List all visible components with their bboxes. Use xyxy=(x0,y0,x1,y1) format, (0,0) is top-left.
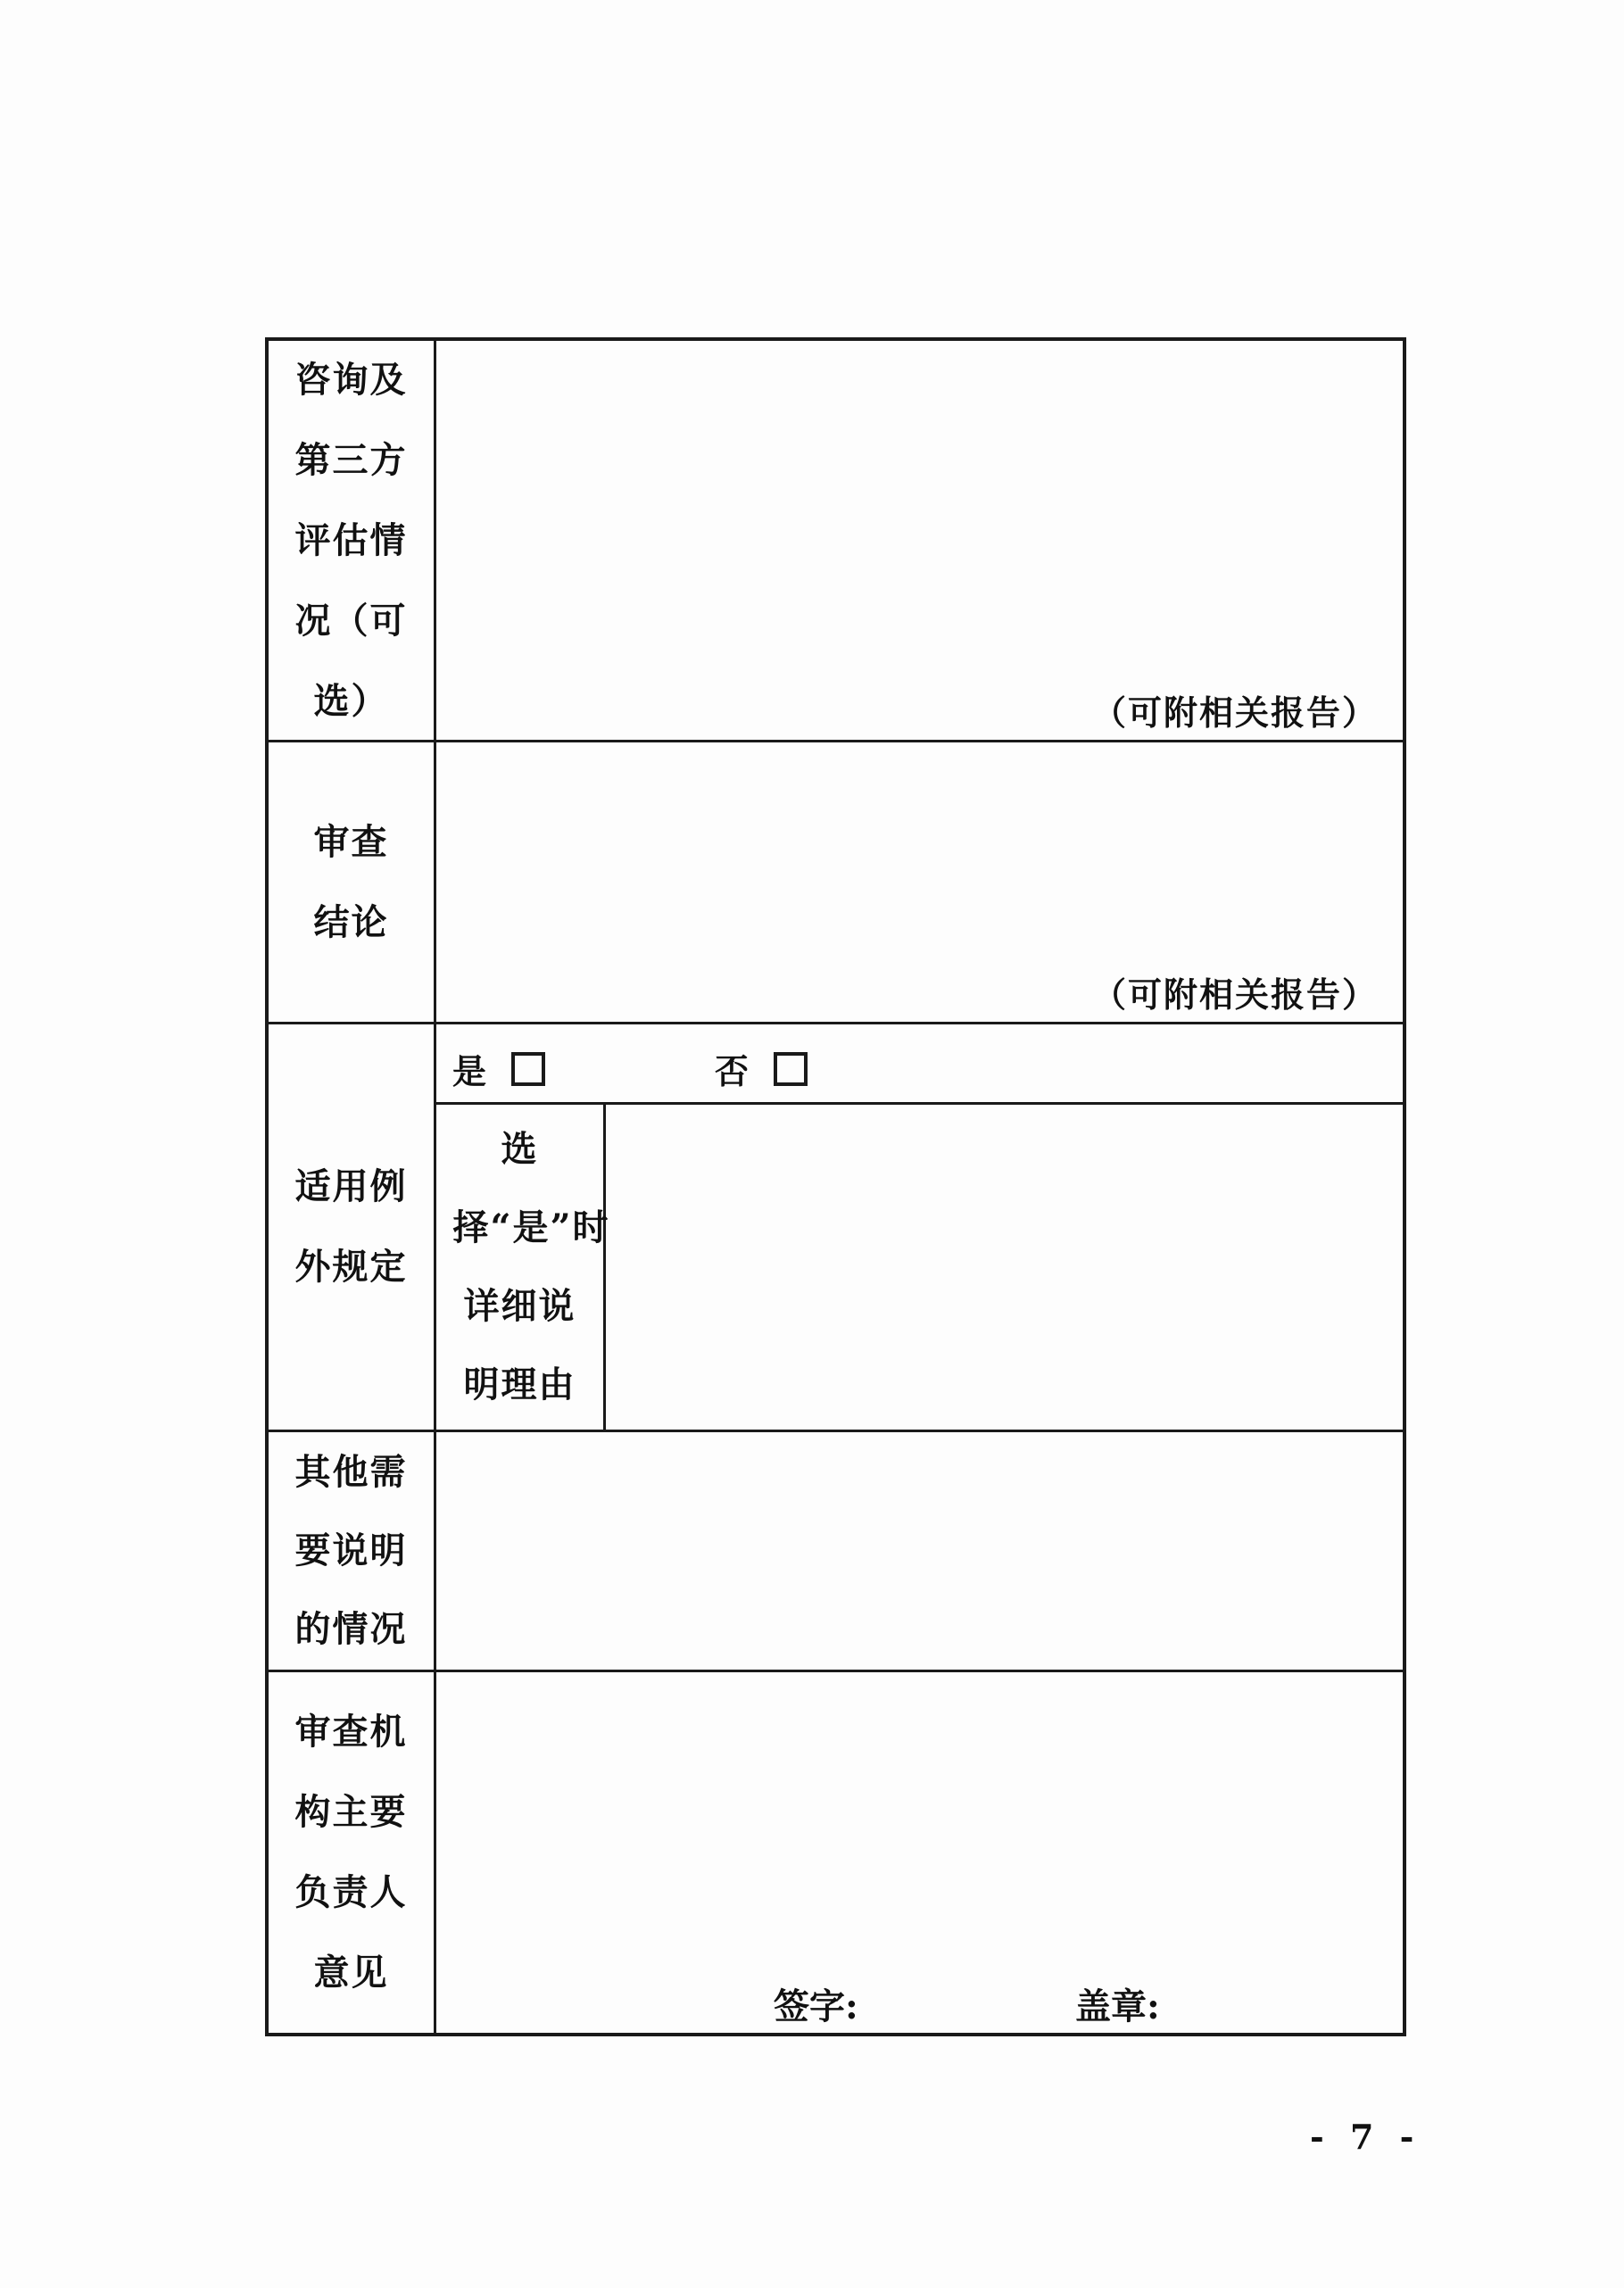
yes-no-line xyxy=(436,1024,1403,1105)
row-label-cell xyxy=(269,1024,436,1430)
conclusion-label: 审查结论 xyxy=(313,820,389,943)
no-option[interactable] xyxy=(715,1044,808,1093)
no-label: 否 xyxy=(715,1051,750,1091)
row-opinion xyxy=(269,1672,1403,2033)
row-exception xyxy=(269,1024,1403,1432)
signature-label: 签字: xyxy=(774,1985,858,2027)
row-label-cell xyxy=(269,1432,436,1670)
yes-checkbox[interactable] xyxy=(511,1052,545,1086)
detail-label: 选择“是”时详细说明理由 xyxy=(452,1128,610,1405)
conclusion-content-field[interactable] xyxy=(436,742,1403,1022)
exception-label: 适用例外规定 xyxy=(294,1165,408,1288)
review-form-table xyxy=(265,337,1406,2036)
detail-reason-field[interactable] xyxy=(606,1105,1403,1430)
row-conclusion xyxy=(269,742,1403,1024)
opinion-content-field[interactable] xyxy=(436,1672,1403,2033)
row-label-cell xyxy=(269,742,436,1022)
consultation-label: 咨询及第三方评估情况（可选） xyxy=(294,358,408,722)
detail-label-cell xyxy=(436,1105,610,1430)
other-content-field[interactable] xyxy=(436,1432,1403,1670)
opinion-label: 审查机构主要负责人意见 xyxy=(294,1711,408,1994)
seal-label: 盖章: xyxy=(1075,1985,1160,2027)
consultation-content-field[interactable] xyxy=(436,341,1403,740)
row-other xyxy=(269,1432,1403,1672)
conclusion-attach-note: （可附相关报告） xyxy=(1091,974,1378,1015)
consultation-attach-note: （可附相关报告） xyxy=(1091,692,1378,733)
exception-content xyxy=(436,1024,1403,1430)
yes-label: 是 xyxy=(452,1051,487,1091)
page-number: - 7 - xyxy=(1310,2117,1421,2157)
row-label-cell xyxy=(269,341,436,740)
row-label-cell xyxy=(269,1672,436,2033)
yes-option[interactable] xyxy=(452,1044,545,1093)
no-checkbox[interactable] xyxy=(774,1052,808,1086)
row-consultation xyxy=(269,341,1403,742)
other-label: 其他需要说明的情况 xyxy=(294,1451,408,1650)
